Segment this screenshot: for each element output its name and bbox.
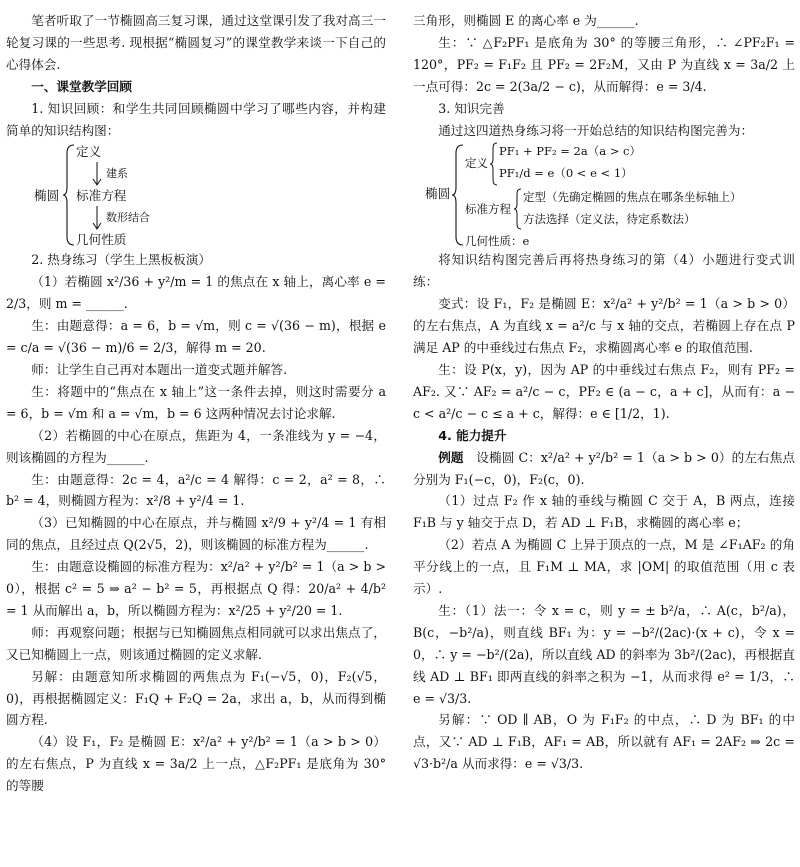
exercise-1: （1）若椭圆 x²/36 + y²/m = 1 的焦点在 x 轴上，离心率 e = 2/3，则 m = ______. bbox=[6, 274, 386, 312]
exercise-3: （3）已知椭圆的中心在原点，并与椭圆 x²/9 + y²/4 = 1 有相同的焦点，且经过点 Q(2√5，2)，则该椭圆的标准方程为______. bbox=[6, 515, 386, 553]
tree2-eq-brace bbox=[513, 187, 523, 231]
teacher-comment-2: 师：再观察问题；根据与已知椭圆焦点相同就可以求出焦点了，又已知椭圆上一点，则该通过椭圆的定义求解. bbox=[6, 624, 386, 662]
warmup-heading: 2. 热身练习（学生上黑板板演） bbox=[31, 252, 211, 268]
tree-root: 椭圆 bbox=[34, 188, 60, 204]
exercise-2: （2）若椭圆的中心在原点，焦距为 4，一条准线为 y = −4，则该椭圆的方程为______. bbox=[6, 427, 386, 465]
exercise-1-solution: 生：由题意得：a = 6，b = √m，则 c = √(36 − m)，根据 e = c/a = √(36 − m)/6 = 2/3，解得 m = 20. bbox=[6, 318, 386, 356]
tree-definition: 定义 bbox=[76, 144, 102, 160]
ability-heading: 4. 能力提升 bbox=[438, 427, 507, 443]
left-column bbox=[6, 10, 386, 797]
tree-standard-equation: 标准方程 bbox=[76, 188, 127, 204]
example-part-1: （1）过点 F₂ 作 x 轴的垂线与椭圆 C 交于 A，B 两点，连接 F₁B 与 y 轴交于点 D，若 AD ⊥ F₁B，求椭圆的离心率 e； bbox=[413, 493, 795, 531]
example-text: 设椭圆 C：x²/a² + y²/b² = 1（a > b > 0）的左右焦点分别为 F₁(−c，0)，F₂(c，0). bbox=[413, 449, 796, 487]
example-label: 例题 bbox=[438, 449, 464, 465]
variant-solution: 生：设 P(x，y)，因为 AP 的中垂线过右焦点 F₂，则有 PF₂ = AF₂. 又∵ AF₂ = a²/c − c，PF₂ ∈ (a − c，a + c]，从而有：a − c < a²/c − c ≤ a + c，解得：e ∈ [1/2，1). bbox=[413, 361, 795, 421]
knowledge-completion-heading: 3. 知识完善 bbox=[438, 100, 505, 116]
example-solution: 生：（1）法一：令 x = c，则 y = ± b²/a，∴ A(c，b²/a)，B(c，−b²/a)，则直线 BF₁ 为：y = −b²/(2ac)·(x + c)，令 x = 0，∴ y = −b²/(2a)，所以直线 AD 的斜率为 3b²/(2ac)，再根据直线 AD ⊥ BF₁ 即两直线的斜率之积为 −1，从而求得 e² = 1/3，∴ e = √3/3. bbox=[413, 602, 795, 706]
example-alt-solution: 另解：∵ OD ∥ AB，O 为 F₁F₂ 的中点，∴ D 为 BF₁ 的中点，又∵ AD ⊥ F₁B，AF₁ = AB，所以就有 AF₁ = 2AF₂ ⇒ 2c = √3·b²/a 从而求得：e = √3/3. bbox=[413, 712, 795, 772]
right-column bbox=[413, 10, 795, 775]
tree2-standard-equation: 标准方程 bbox=[465, 202, 511, 217]
variant-intro: 将知识结构图完善后再将热身练习的第（4）小题进行变式训练： bbox=[413, 252, 795, 290]
tree-link-shape-number: 数形结合 bbox=[106, 211, 150, 225]
knowledge-completion-text: 通过这四道热身练习将一开始总结的知识结构图完善为： bbox=[438, 122, 754, 138]
tree2-geometric-properties: 几何性质：e bbox=[465, 234, 530, 249]
tree2-root: 椭圆 bbox=[425, 186, 451, 202]
variant-problem: 变式：设 F₁，F₂ 是椭圆 E：x²/a² + y²/b² = 1（a > b > 0）的左右焦点，A 为直线 x = a²/c 与 x 轴的交点，若椭圆上存在点 P 满足 AP 的中垂线过右焦点 F₂，求椭圆离心率 e 的取值范围. bbox=[413, 296, 795, 356]
tree-link-coordinate: 建系 bbox=[106, 167, 128, 181]
exercise-3-alt-solution: 另解：由题意知所求椭圆的两焦点为 F₁(−√5，0)，F₂(√5，0)，再根据椭圆定义：F₁Q + F₂Q = 2a，求出 a，b，从而得到椭圆方程. bbox=[6, 668, 386, 728]
knowledge-tree bbox=[6, 141, 386, 249]
teacher-comment-1: 师：让学生自己再对本题出一道变式题并解答. bbox=[31, 361, 288, 377]
intro-paragraph: 笔者听取了一节椭圆高三复习课，通过这堂课引发了我对高三一轮复习课的一些思考. 现根据“椭圆复习”的课堂教学来谈一下自己的心得体会. bbox=[6, 13, 386, 72]
knowledge-review: 1. 知识回顾：和学生共同回顾椭圆中学习了哪些内容，并构建简单的知识结构图： bbox=[6, 100, 386, 138]
tree-geometric-properties: 几何性质 bbox=[76, 232, 127, 248]
section-heading-review: 一、课堂教学回顾 bbox=[31, 78, 132, 94]
knowledge-tree-complete bbox=[413, 141, 795, 249]
down-arrow-icon bbox=[92, 161, 102, 187]
tree2-definition-ratio: PF₁/d = e（0 < e < 1） bbox=[499, 166, 633, 181]
tree2-definition-sum: PF₁ + PF₂ = 2a（a > c） bbox=[499, 144, 641, 159]
tree2-equation-method: 方法选择（定义法，待定系数法） bbox=[523, 212, 696, 227]
tree2-brace bbox=[451, 143, 465, 247]
tree-brace bbox=[62, 143, 76, 247]
tree2-def-brace bbox=[489, 141, 499, 187]
tree2-equation-type: 定型（先确定椭圆的焦点在哪条坐标轴上） bbox=[523, 190, 742, 205]
exercise-4-solution: 生：∵ △F₂PF₁ 是底角为 30° 的等腰三角形，∴ ∠PF₂F₁ = 120°，PF₂ = F₁F₂ 且 PF₂ = 2F₂M，又由 P 为直线 x = 3a/2 上一点可得：2c = 2(3a/2 − c)，从而解得：e = 3/4. bbox=[413, 34, 795, 94]
example-problem bbox=[413, 447, 795, 491]
exercise-2-solution: 生：由题意得：2c = 4，a²/c = 4 解得：c = 2，a² = 8，∴ b² = 4，则椭圆方程为：x²/8 + y²/4 = 1. bbox=[6, 471, 386, 509]
exercise-4-continued: 三角形，则椭圆 E 的离心率 e 为______. bbox=[413, 13, 639, 28]
student-variant-1: 生：将题中的“焦点在 x 轴上”这一条件去掉，则这时需要分 a = 6，b = √m 和 a = √m，b = 6 这两种情况去讨论求解. bbox=[6, 383, 386, 421]
example-part-2: （2）若点 A 为椭圆 C 上异于顶点的一点，M 是 ∠F₁AF₂ 的角平分线上的一点，且 F₁M ⊥ MA，求 |OM| 的取值范围（用 c 表示）. bbox=[413, 537, 795, 597]
exercise-4: （4）设 F₁，F₂ 是椭圆 E：x²/a² + y²/b² = 1（a > b > 0）的左右焦点，P 为直线 x = 3a/2 上一点，△F₂PF₁ 是底角为 30° 的等腰 bbox=[6, 734, 386, 794]
tree2-definition: 定义 bbox=[465, 156, 488, 171]
exercise-3-solution: 生：由题意设椭圆的标准方程为：x²/a² + y²/b² = 1（a > b > 0），根据 c² = 5 ⇒ a² − b² = 5，再根据点 Q 得：20/a² + 4/b² = 1 从而解出 a，b，所以椭圆方程为：x²/25 + y²/20 = 1. bbox=[6, 559, 386, 618]
down-arrow-icon bbox=[92, 205, 102, 231]
